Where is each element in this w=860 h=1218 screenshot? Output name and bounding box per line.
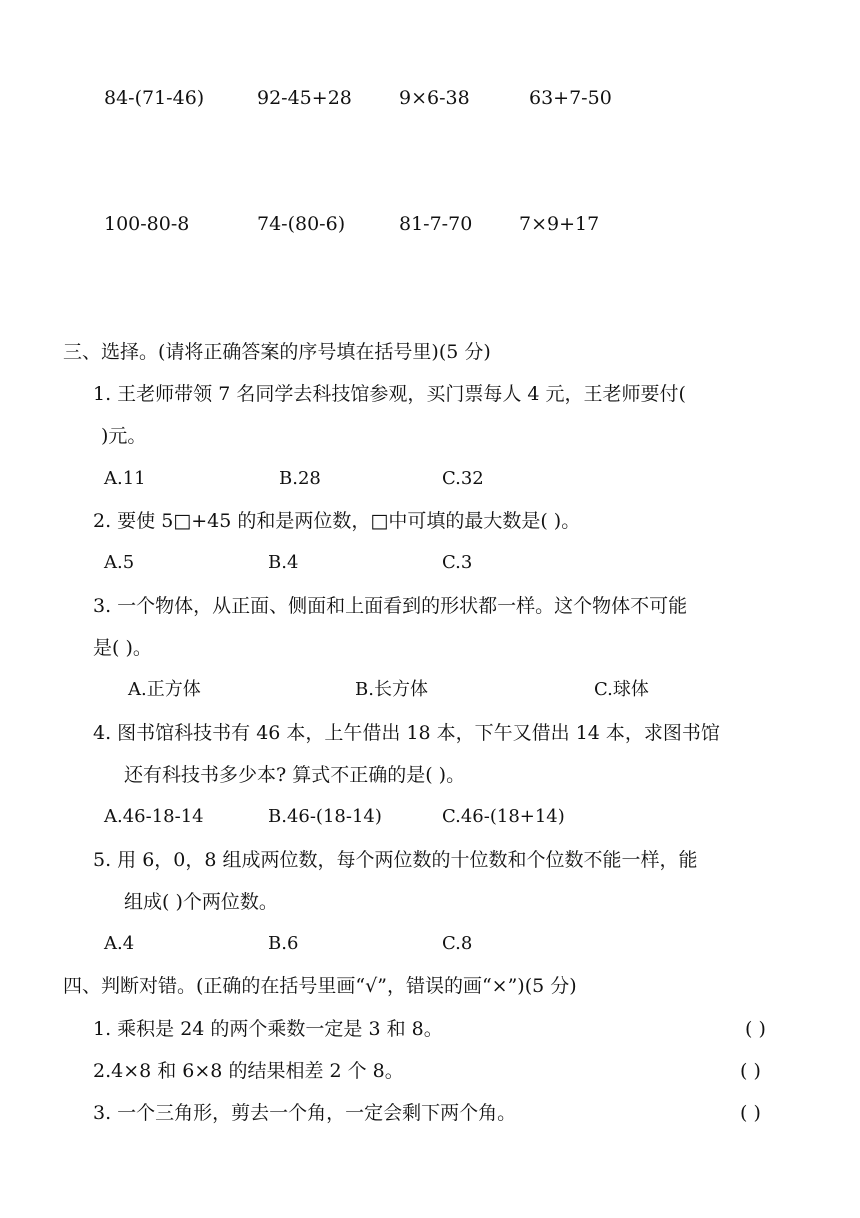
question-text: 2. 要使 5□+45 的和是两位数，□中可填的最大数是( )。 [93, 510, 581, 532]
calc-expression: 7×9+17 [519, 213, 600, 235]
option-b: B.28 [279, 468, 321, 489]
answer-parentheses[interactable]: ( ) [745, 1018, 766, 1040]
question-text: 3. 一个物体，从正面、侧面和上面看到的形状都一样。这个物体不可能 [93, 595, 688, 617]
option-c: C.3 [442, 552, 473, 573]
calc-expression: 74-(80-6) [257, 213, 346, 235]
option-a: A.5 [104, 552, 135, 573]
question-text-continued: 是( )。 [93, 637, 152, 659]
question-text-continued: 还有科技书多少本? 算式不正确的是( )。 [124, 764, 466, 786]
option-a: A.11 [104, 468, 146, 489]
calc-expression: 100-80-8 [104, 213, 190, 235]
option-b: B.46-(18-14) [268, 806, 382, 827]
calc-expression: 84-(71-46) [104, 87, 205, 109]
option-b: B.4 [268, 552, 299, 573]
option-a: A.46-18-14 [104, 806, 204, 827]
answer-parentheses[interactable]: ( ) [740, 1060, 761, 1082]
section-3-title: 三、选择。(请将正确答案的序号填在括号里)(5 分) [63, 341, 491, 363]
calc-expression: 92-45+28 [257, 87, 352, 109]
judgement-text: 1. 乘积是 24 的两个乘数一定是 3 和 8。 [93, 1018, 443, 1040]
question-text: 5. 用 6，0，8 组成两位数，每个两位数的十位数和个位数不能一样，能 [93, 849, 698, 871]
question-text-continued: )元。 [101, 425, 147, 447]
answer-parentheses[interactable]: ( ) [740, 1102, 761, 1124]
judgement-text: 2.4×8 和 6×8 的结果相差 2 个 8。 [93, 1060, 404, 1082]
calc-expression: 9×6-38 [399, 87, 470, 109]
option-c: C.8 [442, 933, 473, 954]
question-text-continued: 组成( )个两位数。 [124, 891, 278, 913]
option-c: C.46-(18+14) [442, 806, 565, 827]
section-4-title: 四、判断对错。(正确的在括号里画“√”，错误的画“×”)(5 分) [63, 975, 577, 997]
option-a: A.4 [104, 933, 135, 954]
option-c: C.球体 [594, 679, 649, 700]
judgement-text: 3. 一个三角形，剪去一个角，一定会剩下两个角。 [93, 1102, 517, 1124]
option-c: C.32 [442, 468, 484, 489]
option-a: A.正方体 [128, 679, 201, 700]
option-b: B.长方体 [355, 679, 428, 700]
question-text: 4. 图书馆科技书有 46 本，上午借出 18 本，下午又借出 14 本，求图书馆 [93, 722, 720, 744]
question-text: 1. 王老师带领 7 名同学去科技馆参观，买门票每人 4 元，王老师要付( [93, 383, 686, 405]
calc-expression: 63+7-50 [529, 87, 612, 109]
calc-expression: 81-7-70 [399, 213, 473, 235]
option-b: B.6 [268, 933, 299, 954]
